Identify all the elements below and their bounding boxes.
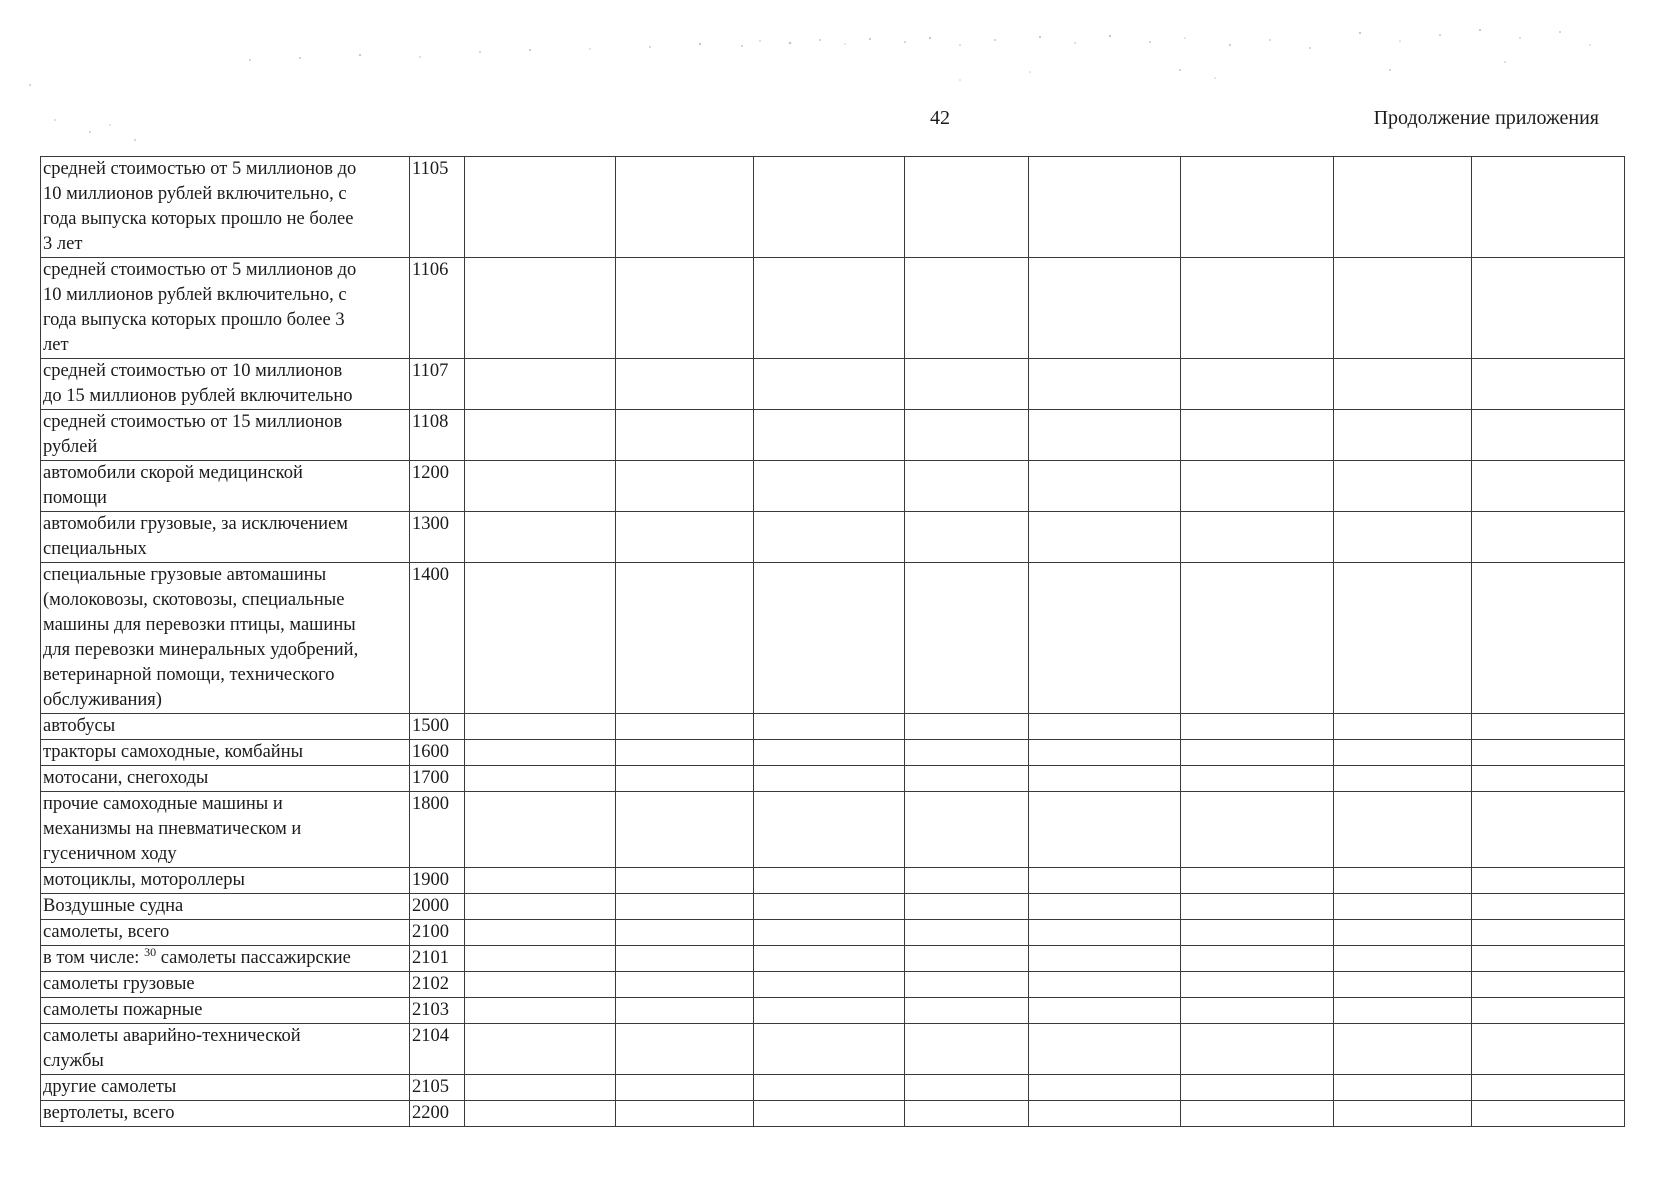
row-label-line: специальные грузовые автомашины [43,565,327,585]
empty-value-cell [1029,714,1181,740]
empty-value-cell [616,868,754,894]
empty-value-cell [1472,998,1625,1024]
empty-value-cell [1181,461,1334,512]
page-number: 42 [930,107,950,129]
empty-value-cell [616,410,754,461]
row-label-line: тракторы самоходные, комбайны [43,742,304,762]
empty-value-cell [616,258,754,359]
empty-value-cell [1334,972,1472,998]
empty-value-cell [465,740,616,766]
row-label-line: автобусы [43,716,116,736]
table-row [41,258,1625,359]
row-label-cell [41,998,410,1024]
empty-value-cell [465,410,616,461]
empty-value-cell [1472,359,1625,410]
empty-value-cell [1181,714,1334,740]
empty-value-cell [1334,998,1472,1024]
table-row [41,740,1625,766]
row-label-cell [41,740,410,766]
empty-value-cell [465,563,616,714]
empty-value-cell [905,461,1029,512]
empty-value-cell [1029,563,1181,714]
empty-value-cell [1181,946,1334,972]
row-label-line [43,946,407,971]
row-label-line: до 15 миллионов рублей включительно [43,386,353,406]
empty-value-cell [1472,461,1625,512]
row-code-cell: 2100 [410,920,465,946]
empty-value-cell [754,868,905,894]
table-row [41,1075,1625,1101]
empty-value-cell [616,1101,754,1127]
table-row [41,868,1625,894]
row-label-line: 10 миллионов рублей включительно, с [43,285,347,305]
row-label-cell [41,1024,410,1075]
row-label-cell [41,461,410,512]
empty-value-cell [1181,1075,1334,1101]
table-row [41,563,1625,714]
empty-value-cell [754,766,905,792]
empty-value-cell [1472,766,1625,792]
empty-value-cell [1472,157,1625,258]
empty-value-cell [1472,946,1625,972]
empty-value-cell [616,512,754,563]
row-code-cell: 2102 [410,972,465,998]
empty-value-cell [1472,972,1625,998]
empty-value-cell [1029,972,1181,998]
row-label-line: автомобили скорой медицинской [43,463,303,483]
empty-value-cell [1472,563,1625,714]
row-code-cell: 1108 [410,410,465,461]
row-label-line: вертолеты, всего [43,1103,175,1123]
empty-value-cell [754,461,905,512]
empty-value-cell [1181,766,1334,792]
row-label-cell [41,946,410,972]
table-row [41,920,1625,946]
empty-value-cell [905,740,1029,766]
empty-value-cell [465,972,616,998]
empty-value-cell [754,563,905,714]
empty-value-cell [1472,1101,1625,1127]
row-label-line: средней стоимостью от 15 миллионов [43,412,343,432]
empty-value-cell [754,894,905,920]
row-label-cell [41,258,410,359]
row-label-cell [41,972,410,998]
empty-value-cell [465,1024,616,1075]
table-row [41,410,1625,461]
row-label-cell [41,766,410,792]
row-code-cell: 1105 [410,157,465,258]
empty-value-cell [905,563,1029,714]
row-code-cell: 2101 [410,946,465,972]
row-label-line: Воздушные судна [43,896,184,916]
row-label-line: механизмы на пневматическом и [43,819,302,839]
empty-value-cell [1334,740,1472,766]
empty-value-cell [1334,157,1472,258]
empty-value-cell [465,157,616,258]
row-label-line: средней стоимостью от 10 миллионов [43,361,343,381]
empty-value-cell [1029,792,1181,868]
empty-value-cell [1181,410,1334,461]
empty-value-cell [905,946,1029,972]
continuation-label: Продолжение приложения [1373,107,1599,129]
empty-value-cell [754,157,905,258]
empty-value-cell [905,1101,1029,1127]
vehicle-report-table [40,156,1625,1127]
table-row [41,157,1625,258]
row-label-cell [41,714,410,740]
row-code-cell: 2000 [410,894,465,920]
empty-value-cell [1472,894,1625,920]
row-code-cell: 1900 [410,868,465,894]
empty-value-cell [905,1075,1029,1101]
empty-value-cell [465,714,616,740]
empty-value-cell [1334,946,1472,972]
empty-value-cell [1472,512,1625,563]
row-code-cell: 2105 [410,1075,465,1101]
empty-value-cell [1334,714,1472,740]
empty-value-cell [754,1075,905,1101]
row-label-cell [41,792,410,868]
empty-value-cell [1334,920,1472,946]
empty-value-cell [1029,1075,1181,1101]
empty-value-cell [1181,972,1334,998]
empty-value-cell [616,157,754,258]
empty-value-cell [1029,410,1181,461]
empty-value-cell [905,359,1029,410]
empty-value-cell [905,157,1029,258]
empty-value-cell [616,563,754,714]
empty-value-cell [754,946,905,972]
row-label-line: самолеты грузовые [43,974,195,994]
table-row [41,946,1625,972]
empty-value-cell [1029,998,1181,1024]
row-label-line: года выпуска которых прошло не более [43,209,354,229]
row-label-cell [41,1075,410,1101]
empty-value-cell [1029,461,1181,512]
empty-value-cell [905,258,1029,359]
row-label-cell [41,512,410,563]
empty-value-cell [754,998,905,1024]
empty-value-cell [1334,512,1472,563]
empty-value-cell [1472,740,1625,766]
empty-value-cell [1181,359,1334,410]
row-code-cell: 1800 [410,792,465,868]
table-row [41,461,1625,512]
empty-value-cell [616,359,754,410]
empty-value-cell [465,894,616,920]
empty-value-cell [616,1024,754,1075]
row-code-cell: 1300 [410,512,465,563]
empty-value-cell [465,946,616,972]
row-label-line: лет [43,335,69,355]
footnote-marker: 30 [144,945,157,959]
empty-value-cell [1334,1075,1472,1101]
empty-value-cell [905,766,1029,792]
empty-value-cell [1472,920,1625,946]
row-label-line: помощи [43,488,107,508]
empty-value-cell [754,920,905,946]
row-label-line: машины для перевозки птицы, машины [43,615,356,635]
empty-value-cell [1334,410,1472,461]
empty-value-cell [1029,258,1181,359]
row-code-cell: 1107 [410,359,465,410]
empty-value-cell [754,972,905,998]
empty-value-cell [1029,766,1181,792]
empty-value-cell [905,1024,1029,1075]
row-label-line: (молоковозы, скотовозы, специальные [43,590,345,610]
row-code-cell: 1200 [410,461,465,512]
empty-value-cell [1029,946,1181,972]
empty-value-cell [754,410,905,461]
row-code-cell: 2200 [410,1101,465,1127]
empty-value-cell [1181,157,1334,258]
empty-value-cell [754,1101,905,1127]
empty-value-cell [465,1101,616,1127]
row-code-cell: 1700 [410,766,465,792]
empty-value-cell [1181,792,1334,868]
row-code-cell: 2104 [410,1024,465,1075]
row-label-line: другие самолеты [43,1077,177,1097]
row-label-line: средней стоимостью от 5 миллионов до [43,159,357,179]
empty-value-cell [465,998,616,1024]
table-row [41,1101,1625,1127]
row-label-line: автомобили грузовые, за исключением [43,514,348,534]
empty-value-cell [1472,258,1625,359]
row-label-line: для перевозки минеральных удобрений, [43,640,359,660]
empty-value-cell [1334,792,1472,868]
table-row [41,359,1625,410]
table-row [41,972,1625,998]
row-code-cell: 1600 [410,740,465,766]
empty-value-cell [754,714,905,740]
empty-value-cell [1029,740,1181,766]
table-row [41,714,1625,740]
empty-value-cell [754,359,905,410]
row-label-line: прочие самоходные машины и [43,794,283,814]
row-label-line: 3 лет [43,234,83,254]
empty-value-cell [905,920,1029,946]
empty-value-cell [616,714,754,740]
row-label-cell [41,157,410,258]
row-label-line: 10 миллионов рублей включительно, с [43,184,347,204]
empty-value-cell [465,512,616,563]
empty-value-cell [1181,894,1334,920]
empty-value-cell [1029,157,1181,258]
empty-value-cell [616,920,754,946]
empty-value-cell [905,894,1029,920]
empty-value-cell [1181,258,1334,359]
empty-value-cell [1029,1101,1181,1127]
empty-value-cell [1334,766,1472,792]
empty-value-cell [616,461,754,512]
empty-value-cell [616,1075,754,1101]
table-row [41,792,1625,868]
empty-value-cell [616,894,754,920]
empty-value-cell [616,740,754,766]
empty-value-cell [905,410,1029,461]
row-label-line: ветеринарной помощи, технического [43,665,335,685]
row-label-line: обслуживания) [43,690,162,710]
row-label-line: самолеты пожарные [43,1000,203,1020]
empty-value-cell [465,766,616,792]
row-label-line: года выпуска которых прошло более 3 [43,310,345,330]
empty-value-cell [616,766,754,792]
empty-value-cell [1472,410,1625,461]
empty-value-cell [1472,714,1625,740]
row-label-line: самолеты аварийно-технической [43,1026,301,1046]
empty-value-cell [1334,1024,1472,1075]
empty-value-cell [1181,868,1334,894]
empty-value-cell [754,792,905,868]
empty-value-cell [1472,1075,1625,1101]
empty-value-cell [1472,868,1625,894]
empty-value-cell [1472,1024,1625,1075]
row-label-cell [41,1101,410,1127]
table-row [41,512,1625,563]
table-row [41,1024,1625,1075]
row-code-cell: 1106 [410,258,465,359]
empty-value-cell [1181,740,1334,766]
row-label-line: службы [43,1051,104,1071]
row-label-line: мотоциклы, мотороллеры [43,870,245,890]
row-label-cell [41,868,410,894]
row-code-cell: 2103 [410,998,465,1024]
table-body [41,157,1625,1127]
row-label-prefix: в том числе: [43,948,145,968]
empty-value-cell [465,1075,616,1101]
empty-value-cell [1029,359,1181,410]
row-label-cell [41,563,410,714]
empty-value-cell [616,998,754,1024]
empty-value-cell [1181,1101,1334,1127]
table-row [41,894,1625,920]
empty-value-cell [754,740,905,766]
empty-value-cell [1472,792,1625,868]
empty-value-cell [754,512,905,563]
empty-value-cell [1181,563,1334,714]
row-label-cell [41,894,410,920]
row-code-cell: 1500 [410,714,465,740]
empty-value-cell [1029,868,1181,894]
row-label-suffix: самолеты пассажирские [156,948,351,968]
row-label-cell [41,410,410,461]
empty-value-cell [465,792,616,868]
empty-value-cell [1334,563,1472,714]
empty-value-cell [754,258,905,359]
empty-value-cell [1029,894,1181,920]
empty-value-cell [905,972,1029,998]
row-label-line: средней стоимостью от 5 миллионов до [43,260,357,280]
empty-value-cell [1181,512,1334,563]
empty-value-cell [905,512,1029,563]
row-label-cell [41,359,410,410]
empty-value-cell [1181,998,1334,1024]
empty-value-cell [1334,1101,1472,1127]
empty-value-cell [1029,920,1181,946]
empty-value-cell [1334,461,1472,512]
empty-value-cell [1181,920,1334,946]
empty-value-cell [465,461,616,512]
empty-value-cell [1029,1024,1181,1075]
empty-value-cell [905,868,1029,894]
empty-value-cell [1029,512,1181,563]
row-code-cell: 1400 [410,563,465,714]
row-label-line: рублей [43,437,98,457]
empty-value-cell [1181,1024,1334,1075]
empty-value-cell [905,714,1029,740]
empty-value-cell [754,1024,905,1075]
empty-value-cell [1334,359,1472,410]
row-label-cell [41,920,410,946]
empty-value-cell [905,792,1029,868]
empty-value-cell [1334,258,1472,359]
empty-value-cell [1334,868,1472,894]
table-row [41,766,1625,792]
empty-value-cell [465,920,616,946]
table-row [41,998,1625,1024]
row-label-line: гусеничном ходу [43,844,177,864]
empty-value-cell [616,972,754,998]
empty-value-cell [465,359,616,410]
row-label-line: мотосани, снегоходы [43,768,209,788]
empty-value-cell [616,946,754,972]
empty-value-cell [465,868,616,894]
row-label-line: специальных [43,539,147,559]
empty-value-cell [465,258,616,359]
row-label-line: самолеты, всего [43,922,170,942]
empty-value-cell [1334,894,1472,920]
empty-value-cell [616,792,754,868]
empty-value-cell [905,998,1029,1024]
